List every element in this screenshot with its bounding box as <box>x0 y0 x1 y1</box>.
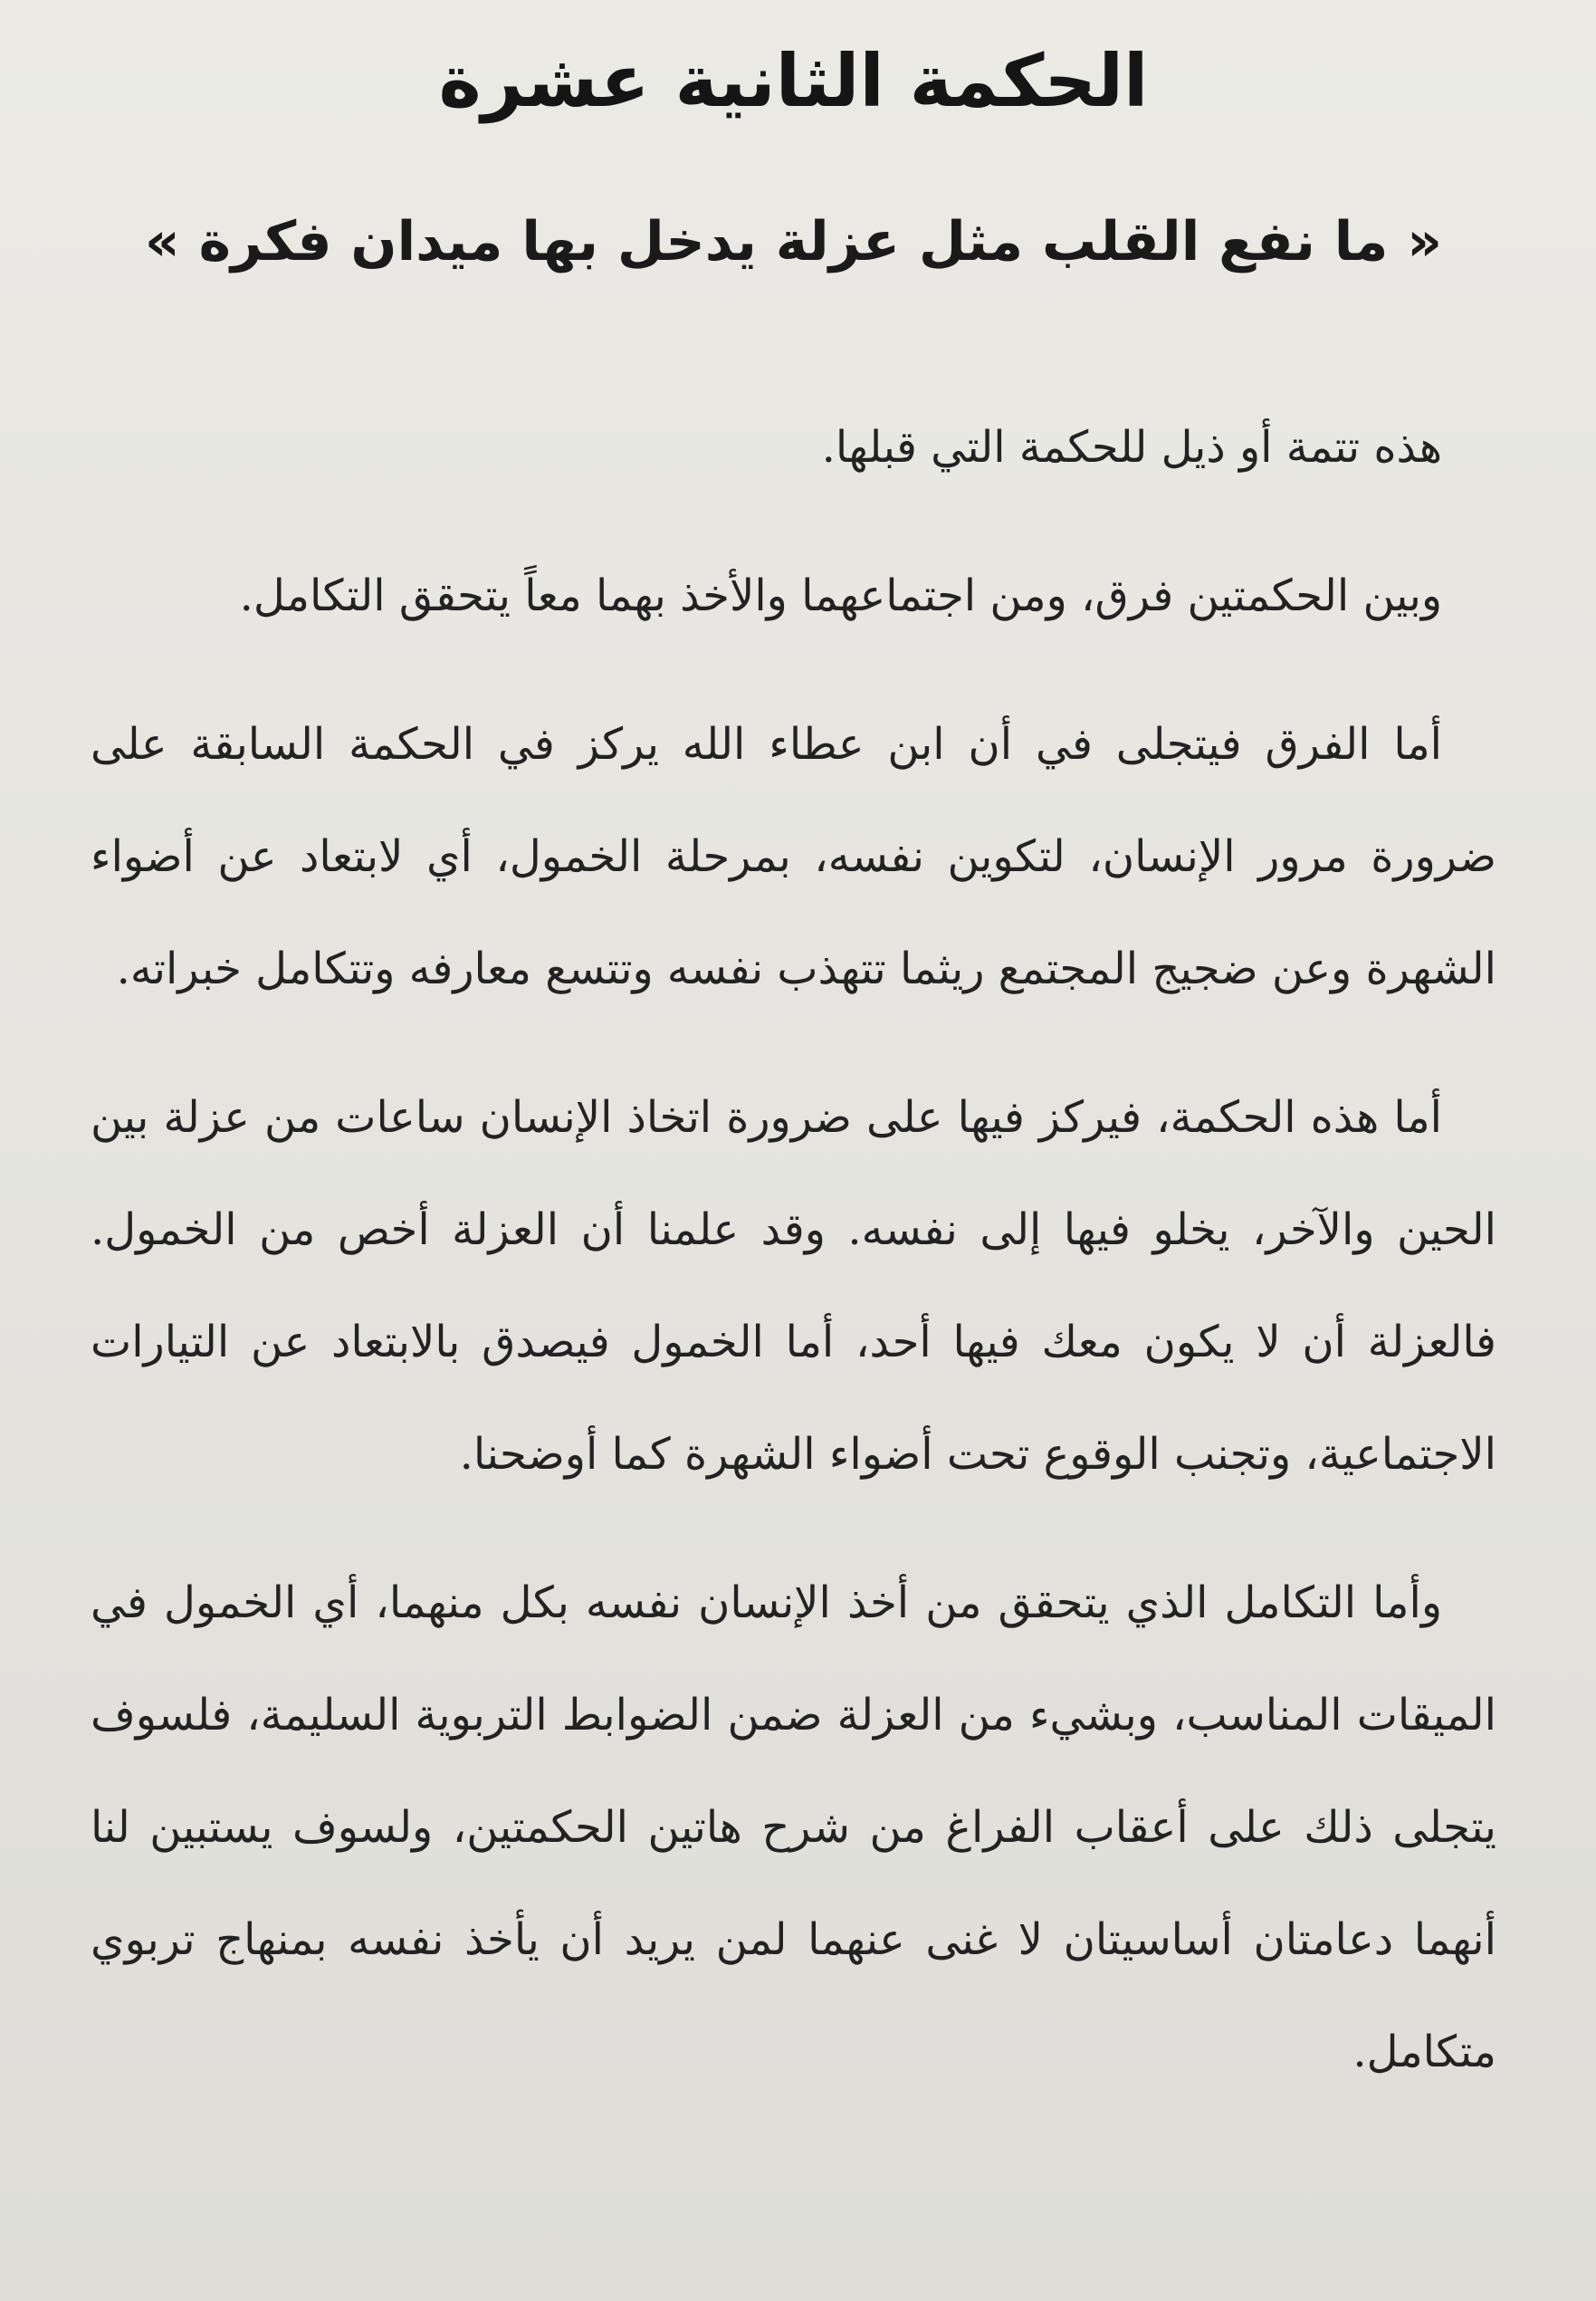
chapter-title: الحكمة الثانية عشرة <box>438 39 1149 123</box>
body-text <box>91 391 1496 2108</box>
paragraph-4: أما هذه الحكمة، فيركز فيها على ضرورة اتخاذ الإنسان ساعات من عزلة بين الحين والآخر، يخلو فيها إلى نفسه. وقد علمنا أن العزلة أخص من الخمول. فالعزلة أن لا يكون معك فيها أحد، أما الخمول فيصدق بالابتعاد عن التيارات الاجتماعية، وتجنب الوقوع تحت أضواء الشهرة كما أوضحنا. <box>91 1092 1496 1480</box>
paragraph-3: أما الفرق فيتجلى في أن ابن عطاء الله يركز في الحكمة السابقة على ضرورة مرور الإنسان، لتكوين نفسه، بمرحلة الخمول، أي لابتعاد عن أضواء الشهرة وعن ضجيج المجتمع ريثما تتهذب نفسه وتتسع معارفه وتتكامل خبراته. <box>91 719 1496 994</box>
chapter-quote: « ما نفع القلب مثل عزلة يدخل بها ميدان فكرة » <box>144 210 1443 273</box>
paragraph-1: هذه تتمة أو ذيل للحكمة التي قبلها. <box>821 422 1442 473</box>
paragraph-2: وبين الحكمتين فرق، ومن اجتماعهما والأخذ بهما معاً يتحقق التكامل. <box>239 570 1442 621</box>
paragraph-5: وأما التكامل الذي يتحقق من أخذ الإنسان نفسه بكل منهما، أي الخمول في الميقات المناسب، وبشيء من العزلة ضمن الضوابط التربوية السليمة، فلسوف يتجلى ذلك على أعقاب الفراغ من شرح هاتين الحكمتين، ولسوف يستبين لنا أنهما دعامتان أساسيتان لا غنى عنهما لمن يريد أن يأخذ نفسه بمنهاج تربوي متكامل. <box>91 1577 1496 2077</box>
